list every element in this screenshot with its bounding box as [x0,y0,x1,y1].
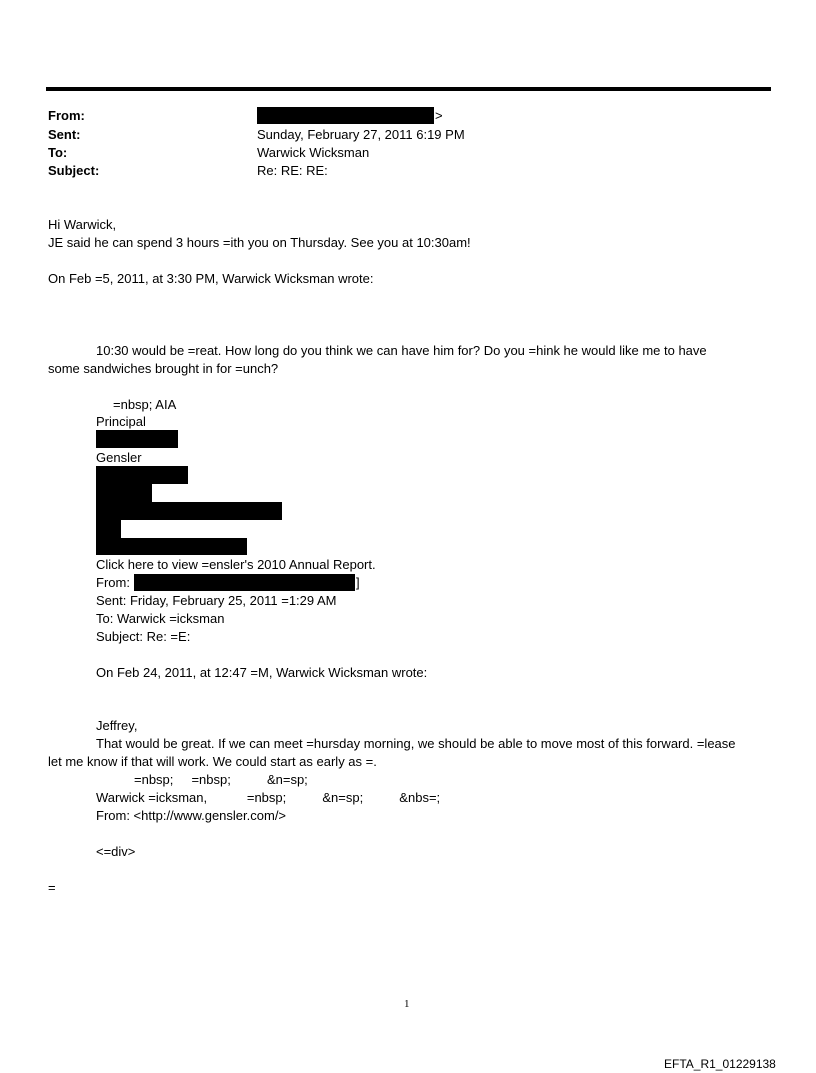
sent-value: Sunday, February 27, 2011 6:19 PM [257,127,465,142]
reply-line-1: 10:30 would be =reat. How long do you think we can have him for? Do you =hink he would like me to have [96,343,707,358]
inner-from-suffix: ] [356,575,360,590]
redaction-sig-4 [96,502,282,520]
redaction-sig-6 [96,538,247,555]
signature-title: Principal [96,414,146,429]
redaction-sig-1 [96,430,178,448]
inner-quote-intro: On Feb 24, 2011, at 12:47 =M, Warwick Wicksman wrote: [96,665,428,680]
header-rule [46,87,771,91]
inner-nbsp-line: =nbsp; =nbsp; &n=sp; [134,772,308,787]
inner-sent: Sent: Friday, February 25, 2011 =1:29 AM [96,593,337,608]
signature-company: Gensler [96,450,142,465]
from-suffix: > [435,108,443,123]
inner-subject: Subject: Re: =E: [96,629,191,644]
subject-label: Subject: [48,163,100,178]
subject-value: Re: RE: RE: [257,163,328,178]
sent-label: Sent: [48,127,81,142]
inner-signature-line: Warwick =icksman, =nbsp; &n=sp; &nbs=; [96,790,441,805]
page-number: 1 [404,998,410,1010]
inner-line-1: That would be great. If we can meet =hursday morning, we should be able to move most of this forward. =lease [96,736,736,751]
greeting: Hi Warwick, [48,217,117,232]
redaction-sig-3 [96,484,152,502]
redaction-sig-2 [96,466,188,484]
reply-line-2: some sandwiches brought in for =unch? [48,361,279,376]
inner-to: To: Warwick =icksman [96,611,225,626]
inner-line-2: let me know if that will work. We could start as early as =. [48,754,377,769]
redaction-inner-from [134,574,355,591]
signature-nbsp: =nbsp; AIA [113,397,177,412]
to-label: To: [48,145,68,160]
redaction-from [257,107,434,124]
document-id: EFTA_R1_01229138 [664,1057,776,1071]
inner-from-label: From: [96,575,130,590]
from-label: From: [48,108,85,123]
inner-greeting: Jeffrey, [96,718,138,733]
div-line: <=div> [96,844,136,859]
annual-report-link[interactable]: Click here to view =ensler's 2010 Annual Report. [96,557,376,572]
inner-from-url: From: <http://www.gensler.com/> [96,808,287,823]
trailing-equals: = [48,880,56,895]
quote-intro: On Feb =5, 2011, at 3:30 PM, Warwick Wicksman wrote: [48,271,374,286]
to-value: Warwick Wicksman [257,145,370,160]
body-line-1: JE said he can spend 3 hours =ith you on Thursday. See you at 10:30am! [48,235,471,250]
redaction-sig-5 [96,520,121,538]
